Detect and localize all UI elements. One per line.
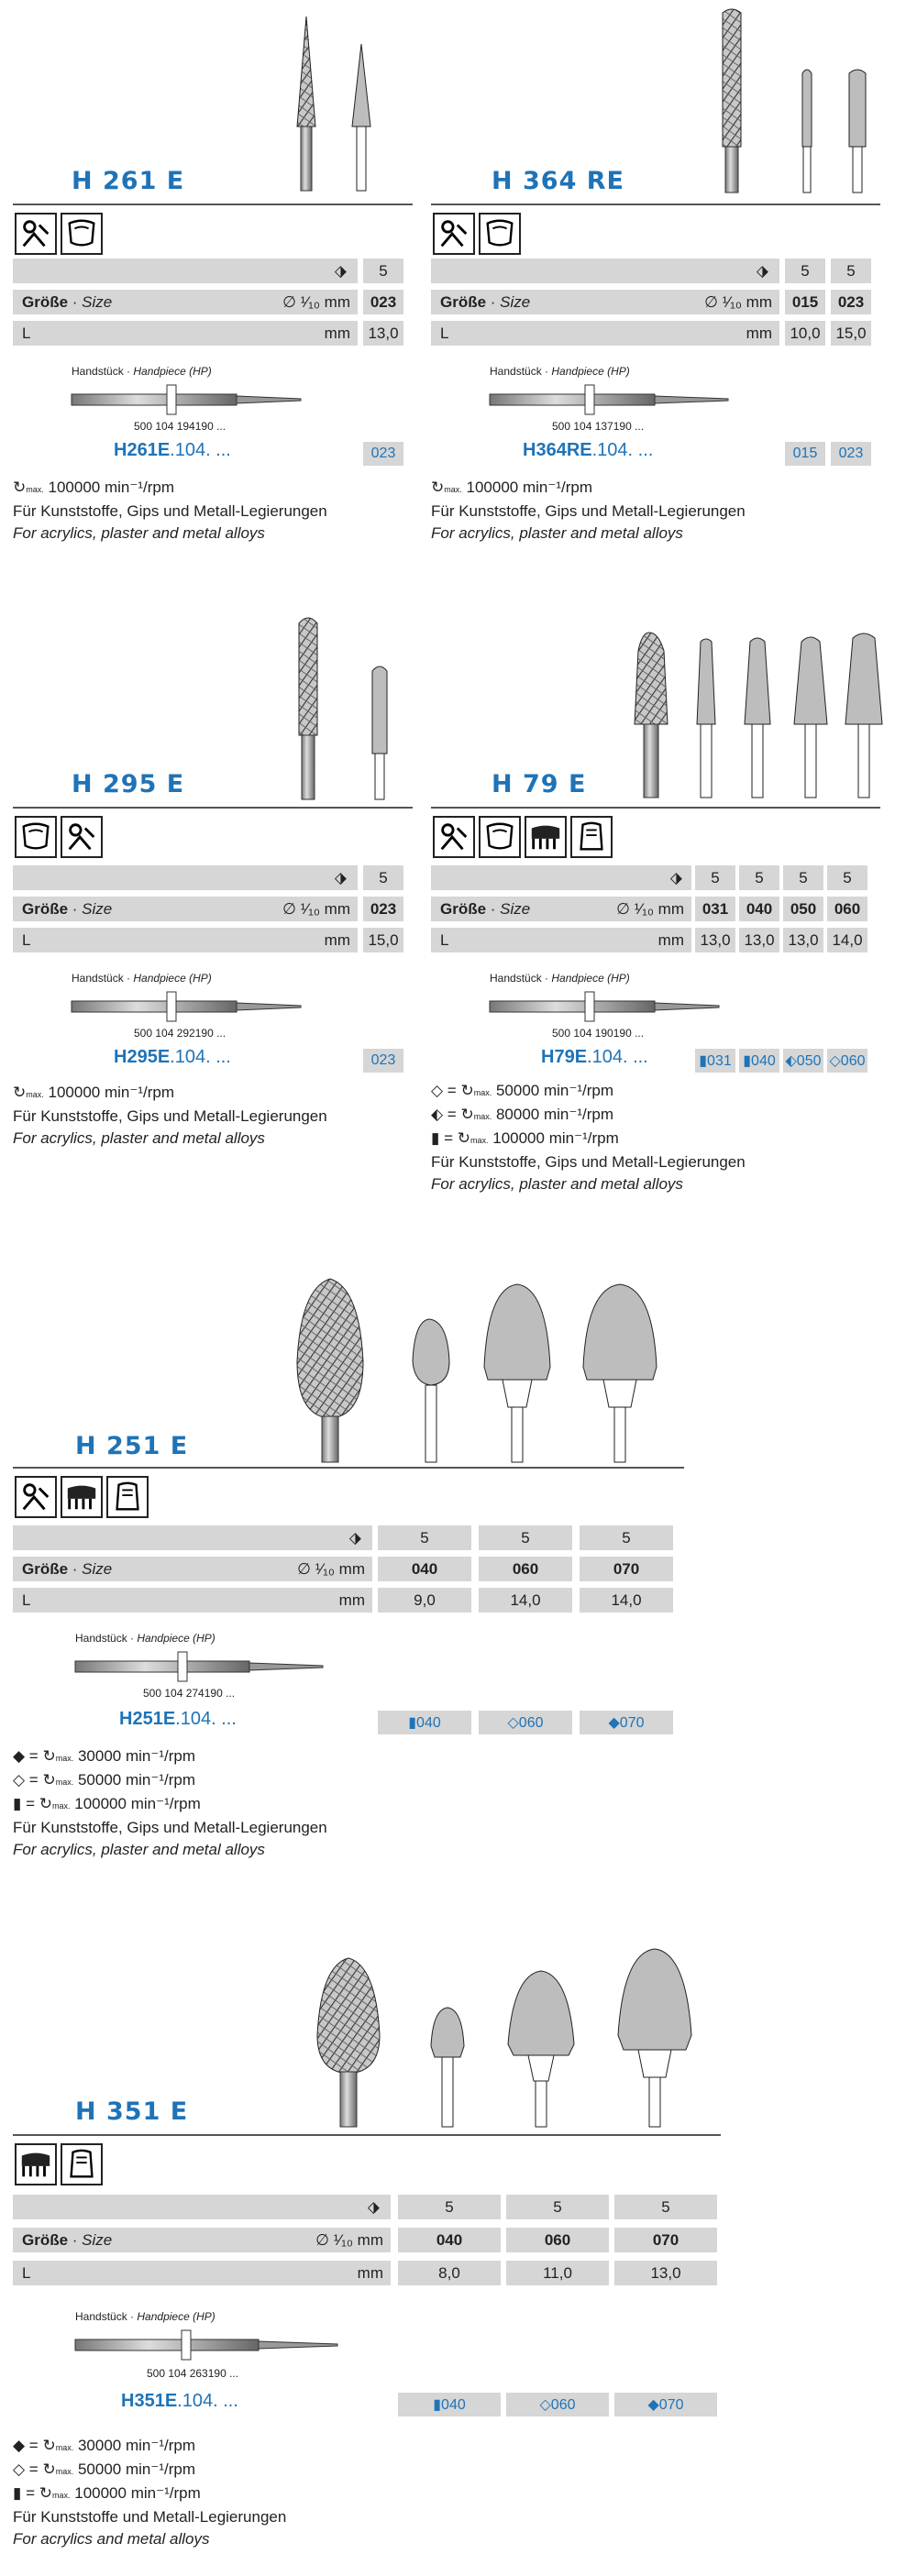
order-code-cell: ◇060 bbox=[479, 1711, 572, 1734]
order-code-cell: ▮040 bbox=[739, 1049, 779, 1073]
product-title: H 251 E bbox=[75, 1432, 189, 1460]
product-title: H 295 E bbox=[72, 770, 185, 798]
handpiece-label: Handstück · Handpiece (HP) bbox=[490, 972, 630, 985]
divider bbox=[13, 807, 413, 809]
order-code: H364RE.104. ... bbox=[523, 440, 654, 460]
pack-row: ⬗ bbox=[13, 2195, 391, 2219]
size-row: Größe · Size ∅ ¹⁄₁₀ mm bbox=[431, 290, 779, 314]
handpiece-number: 500 104 274190 ... bbox=[143, 1687, 236, 1700]
length-value: 15,0 bbox=[831, 321, 871, 346]
length-value: 15,0 bbox=[363, 928, 403, 952]
crown-bridge-icon bbox=[15, 2143, 57, 2185]
indication-icons bbox=[433, 816, 613, 858]
handpiece-number: 500 104 292190 ... bbox=[134, 1027, 226, 1040]
pack-qty: 5 bbox=[363, 865, 403, 890]
size-value: 031 bbox=[695, 897, 735, 921]
size-row: Größe · Size ∅ ¹⁄₁₀ mm bbox=[13, 1557, 372, 1581]
handpiece-shank bbox=[75, 1648, 332, 1685]
lab-technician-icon bbox=[15, 1476, 57, 1518]
divider bbox=[13, 1467, 684, 1469]
pack-qty: 5 bbox=[363, 259, 403, 283]
length-value: 14,0 bbox=[479, 1588, 572, 1613]
pack-qty: 5 bbox=[506, 2195, 609, 2219]
bur-image bbox=[633, 633, 889, 798]
divider bbox=[431, 807, 880, 809]
handpiece-number: 500 104 194190 ... bbox=[134, 420, 226, 433]
length-value: 13,0 bbox=[739, 928, 779, 952]
size-value: 050 bbox=[783, 897, 823, 921]
length-value: 13,0 bbox=[614, 2261, 717, 2285]
size-row: Größe · Size ∅ ¹⁄₁₀ mm bbox=[13, 290, 358, 314]
handpiece-shank bbox=[72, 988, 310, 1025]
divider bbox=[431, 204, 880, 205]
size-value: 070 bbox=[580, 1557, 673, 1581]
handpiece-label: Handstück · Handpiece (HP) bbox=[490, 365, 630, 378]
pack-row: ⬗ bbox=[13, 1525, 372, 1550]
handpiece-label: Handstück · Handpiece (HP) bbox=[72, 365, 212, 378]
product-title: H 79 E bbox=[492, 770, 587, 798]
handpiece-label: Handstück · Handpiece (HP) bbox=[75, 2310, 215, 2323]
handpiece-shank bbox=[75, 2327, 350, 2363]
order-code-cell: ▮040 bbox=[378, 1711, 471, 1734]
handpiece-number: 500 104 263190 ... bbox=[147, 2367, 239, 2380]
pack-qty: 5 bbox=[378, 1525, 471, 1550]
order-code-cell: ◆070 bbox=[580, 1711, 673, 1734]
length-value: 13,0 bbox=[363, 321, 403, 346]
handpiece-shank bbox=[490, 988, 728, 1025]
model-cast-icon bbox=[570, 816, 613, 858]
size-value: 040 bbox=[739, 897, 779, 921]
size-value: 040 bbox=[378, 1557, 471, 1581]
pack-qty: 5 bbox=[580, 1525, 673, 1550]
order-code-cell: ◇060 bbox=[827, 1049, 867, 1073]
indication-icons bbox=[433, 213, 521, 255]
length-value: 10,0 bbox=[785, 321, 825, 346]
crown-bridge-icon bbox=[525, 816, 567, 858]
pack-qty: 5 bbox=[827, 865, 867, 890]
order-code-cell: 015 bbox=[785, 442, 825, 466]
handpiece-number: 500 104 137190 ... bbox=[552, 420, 645, 433]
usage-notes: ◇ = ↻max. 50000 min⁻¹/rpm ⬖ = ↻max. 80000 min⁻¹/rpm ▮ = ↻max. 100000 min⁻¹/rpm Für Kunststoffe, Gips und Metall-Legierungen For acrylics, plaster and metal alloys bbox=[431, 1082, 746, 1193]
model-cast-icon bbox=[61, 2143, 103, 2185]
handpiece-shank bbox=[72, 381, 310, 418]
size-value: 060 bbox=[827, 897, 867, 921]
usage-notes: ↻max. 100000 min⁻¹/rpm Für Kunststoffe, Gips und Metall-Legierungen For acrylics, plaster and metal alloys bbox=[13, 1084, 327, 1147]
pack-qty: 5 bbox=[739, 865, 779, 890]
pack-qty: 5 bbox=[614, 2195, 717, 2219]
length-value: 11,0 bbox=[506, 2261, 609, 2285]
usage-notes: ◆ = ↻max. 30000 min⁻¹/rpm ◇ = ↻max. 50000 min⁻¹/rpm ▮ = ↻max. 100000 min⁻¹/rpm Für Kunststoffe und Metall-Legierungen For acrylics and metal alloys bbox=[13, 2437, 287, 2548]
usage-notes: ◆ = ↻max. 30000 min⁻¹/rpm ◇ = ↻max. 50000 min⁻¹/rpm ▮ = ↻max. 100000 min⁻¹/rpm Für Kunststoffe, Gips und Metall-Legierungen For acrylics, plaster and metal alloys bbox=[13, 1747, 327, 1858]
length-value: 14,0 bbox=[827, 928, 867, 952]
size-value: 070 bbox=[614, 2228, 717, 2252]
length-row: L mm bbox=[431, 928, 691, 952]
length-unit: mm bbox=[324, 324, 350, 342]
bur-image bbox=[312, 1943, 697, 2127]
pack-row bbox=[13, 259, 358, 283]
order-code: H295E.104. ... bbox=[114, 1047, 231, 1067]
pack-icon: ⬗ bbox=[756, 261, 768, 280]
denture-icon bbox=[479, 816, 521, 858]
indication-icons bbox=[15, 816, 103, 858]
handpiece-label: Handstück · Handpiece (HP) bbox=[75, 1632, 215, 1645]
length-value: 14,0 bbox=[580, 1588, 673, 1613]
pack-row bbox=[431, 259, 779, 283]
handpiece-label: Handstück · Handpiece (HP) bbox=[72, 972, 212, 985]
indication-icons bbox=[15, 1476, 149, 1518]
length-row: L mm bbox=[13, 928, 358, 952]
size-row: Größe · Size ∅ ¹⁄₁₀ mm bbox=[13, 897, 358, 921]
order-code-cell: 023 bbox=[363, 442, 403, 466]
model-cast-icon bbox=[106, 1476, 149, 1518]
usage-notes: ↻max. 100000 min⁻¹/rpm Für Kunststoffe, Gips und Metall-Legierungen For acrylics, plaster and metal alloys bbox=[431, 479, 746, 542]
order-code-cell: ◆070 bbox=[614, 2393, 717, 2416]
size-value: 060 bbox=[479, 1557, 572, 1581]
size-unit: ∅ ¹⁄₁₀ mm bbox=[282, 292, 350, 311]
order-code-cell: ⬖050 bbox=[783, 1049, 823, 1073]
denture-icon bbox=[479, 213, 521, 255]
handpiece-shank bbox=[490, 381, 728, 418]
handpiece-number: 500 104 190190 ... bbox=[552, 1027, 645, 1040]
indication-icons bbox=[15, 2143, 103, 2185]
crown-bridge-icon bbox=[61, 1476, 103, 1518]
bur-image bbox=[293, 616, 403, 799]
divider bbox=[13, 204, 413, 205]
length-row: L mm bbox=[13, 2261, 391, 2285]
lab-technician-icon bbox=[15, 213, 57, 255]
size-row: Größe · Size ∅ ¹⁄₁₀ mm bbox=[13, 2228, 391, 2252]
length-row bbox=[13, 321, 358, 346]
order-code-cell: ▮040 bbox=[398, 2393, 501, 2416]
bur-image bbox=[293, 17, 394, 191]
lab-technician-icon bbox=[61, 816, 103, 858]
use-de: Für Kunststoffe, Gips und Metall-Legierungen bbox=[13, 502, 327, 520]
denture-icon bbox=[15, 816, 57, 858]
length-value: 13,0 bbox=[695, 928, 735, 952]
pack-qty: 5 bbox=[479, 1525, 572, 1550]
order-code: H251E.104. ... bbox=[119, 1709, 237, 1729]
order-code-cell: ▮031 bbox=[695, 1049, 735, 1073]
size-row: Größe · Size ∅ ¹⁄₁₀ mm bbox=[431, 897, 691, 921]
size-value: 023 bbox=[831, 290, 871, 314]
order-code-cell: 023 bbox=[363, 1049, 403, 1073]
use-en: For acrylics, plaster and metal alloys bbox=[13, 524, 265, 542]
pack-icon: ⬗ bbox=[334, 261, 347, 280]
order-code: H261E.104. ... bbox=[114, 440, 231, 460]
length-row: L mm bbox=[431, 321, 779, 346]
denture-icon bbox=[61, 213, 103, 255]
lab-technician-icon bbox=[433, 213, 475, 255]
bur-image bbox=[715, 9, 899, 193]
size-label: Size bbox=[82, 292, 113, 311]
pack-qty: 5 bbox=[398, 2195, 501, 2219]
pack-row: ⬗ bbox=[13, 865, 358, 890]
length-value: 13,0 bbox=[783, 928, 823, 952]
pack-qty: 5 bbox=[695, 865, 735, 890]
lab-technician-icon bbox=[433, 816, 475, 858]
bur-image bbox=[293, 1279, 660, 1462]
product-title: H 351 E bbox=[75, 2097, 189, 2126]
size-value: 040 bbox=[398, 2228, 501, 2252]
size-value: 015 bbox=[785, 290, 825, 314]
rpm-line: ↻max. 100000 min⁻¹/rpm bbox=[13, 479, 174, 496]
groesse-label: Größe bbox=[22, 292, 69, 311]
order-code: H79E.104. ... bbox=[541, 1047, 648, 1067]
length-value: 8,0 bbox=[398, 2261, 501, 2285]
pack-qty: 5 bbox=[831, 259, 871, 283]
length-value: 9,0 bbox=[378, 1588, 471, 1613]
indication-icons bbox=[15, 213, 103, 255]
product-title: H 261 E bbox=[72, 167, 185, 195]
order-code-cell: ◇060 bbox=[506, 2393, 609, 2416]
order-code: H351E.104. ... bbox=[121, 2391, 238, 2411]
size-value: 023 bbox=[363, 897, 403, 921]
pack-qty: 5 bbox=[783, 865, 823, 890]
divider bbox=[13, 2134, 721, 2136]
usage-notes bbox=[13, 477, 416, 545]
pack-qty: 5 bbox=[785, 259, 825, 283]
length-label: L bbox=[22, 324, 31, 342]
size-value: 023 bbox=[363, 290, 403, 314]
length-row: L mm bbox=[13, 1588, 372, 1613]
product-title: H 364 RE bbox=[492, 167, 624, 195]
pack-row: ⬗ bbox=[431, 865, 691, 890]
order-code-cell: 023 bbox=[831, 442, 871, 466]
size-value: 060 bbox=[506, 2228, 609, 2252]
